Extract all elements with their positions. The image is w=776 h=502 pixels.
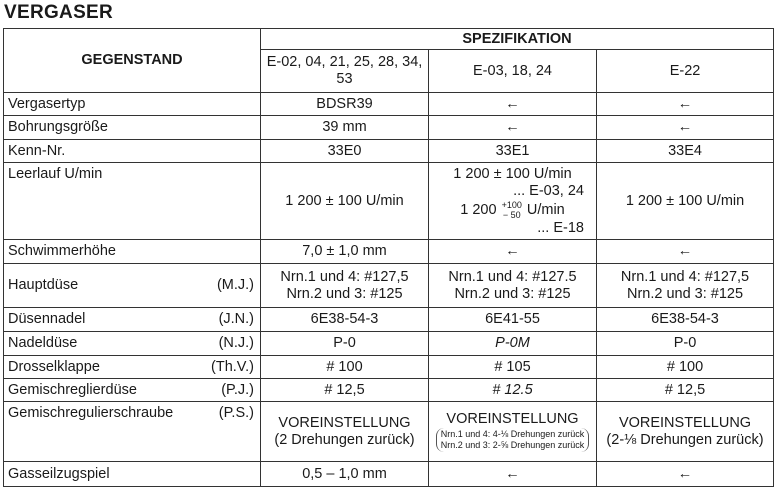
cell-col-2: 33E1 — [429, 140, 597, 163]
table-row — [4, 163, 774, 240]
row-label-text: Drosselklappe — [8, 358, 100, 375]
cell-col-1: 33E0 — [261, 140, 429, 163]
table-row — [4, 116, 774, 140]
table-row — [4, 308, 774, 332]
header-col-3: E-22 — [597, 50, 774, 93]
cell-line: (2-⅛ Drehungen zurück) — [606, 431, 764, 448]
idle-speed-tolerance — [433, 200, 592, 220]
cell-col-1: BDSR39 — [261, 93, 429, 116]
cell-line: Nrn.2 und 3: #125 — [286, 285, 403, 302]
cell-col-1: # 100 — [261, 356, 429, 379]
cell-col-1 — [261, 264, 429, 308]
row-abbreviation: (P.J.) — [221, 381, 254, 398]
cell-col-2 — [429, 264, 597, 308]
row-label-text: Gemischregulierschraube — [8, 405, 174, 421]
row-label: Schwimmerhöhe — [4, 240, 261, 264]
cell-col-1: 6E38-54-3 — [261, 308, 429, 332]
row-abbreviation: (P.S.) — [218, 405, 254, 421]
row-abbreviation: (N.J.) — [218, 335, 254, 351]
idle-speed-value: 1 200 ± 100 U/min — [453, 165, 572, 182]
row-label: Leerlauf U/min — [4, 163, 261, 240]
table-row — [4, 332, 774, 356]
cell-line: VOREINSTELLUNG — [618, 414, 752, 431]
arrow-left-icon: ← — [429, 240, 597, 264]
cell-line: Nrn.2 und 3: #125 — [626, 285, 744, 302]
arrow-left-icon: ← — [597, 116, 774, 140]
cell-col-3: 33E4 — [597, 140, 774, 163]
arrow-left-icon: ← — [429, 93, 597, 116]
cell-col-2 — [429, 163, 597, 240]
row-label-text: Gemischreglierdüse — [8, 381, 137, 398]
cell-line: (2 Drehungen zurück) — [274, 431, 415, 448]
cell-line: Nrn.1 und 4: #127.5 — [448, 268, 577, 285]
arrow-left-icon: ← — [597, 93, 774, 116]
row-label: Vergasertyp — [4, 93, 261, 116]
cell-col-1: 0,5 – 1,0 mm — [261, 462, 429, 487]
header-spezifikation: SPEZIFIKATION — [261, 29, 774, 50]
row-abbreviation: (M.J.) — [216, 277, 254, 293]
idle-speed-base: 1 200 — [460, 201, 497, 218]
row-label: Kenn-Nr. — [4, 140, 261, 163]
arrow-left-icon: ← — [429, 462, 597, 487]
page-title: VERGASER — [4, 2, 114, 23]
cell-col-1: # 12,5 — [261, 379, 429, 402]
cell-line: VOREINSTELLUNG — [446, 410, 579, 427]
table-row — [4, 264, 774, 308]
cell-col-3 — [597, 264, 774, 308]
table-row — [4, 379, 774, 402]
cell-col-1: 7,0 ± 1,0 mm — [261, 240, 429, 264]
row-label: Bohrungsgröße — [4, 116, 261, 140]
cell-line: Nrn.2 und 3: 2-⅝ Drehungen zurück — [440, 439, 585, 450]
table-row — [4, 240, 774, 264]
row-label — [4, 356, 261, 379]
cell-col-2: P-0M — [429, 332, 597, 356]
row-label — [4, 264, 261, 308]
table-row — [4, 462, 774, 487]
tolerance-upper: +100 — [501, 199, 522, 210]
row-abbreviation: (Th.V.) — [211, 358, 254, 375]
table-row — [4, 93, 774, 116]
cell-col-3: P-0 — [597, 332, 774, 356]
cell-col-2 — [429, 402, 597, 462]
arrow-left-icon: ← — [429, 116, 597, 140]
cell-line: Nrn.2 und 3: #125 — [454, 285, 571, 302]
cell-col-1: 39 mm — [261, 116, 429, 140]
cell-col-2: # 105 — [429, 356, 597, 379]
idle-speed-unit: U/min — [526, 201, 565, 218]
cell-line: VOREINSTELLUNG — [278, 414, 411, 431]
table-row — [4, 402, 774, 462]
model-note: ... E-18 — [537, 219, 584, 236]
spec-table — [3, 28, 774, 487]
cell-line: Nrn.1 und 4: #127,5 — [280, 268, 409, 285]
table-row — [4, 356, 774, 379]
cell-col-1: P-0 — [261, 332, 429, 356]
cell-col-3: 6E38-54-3 — [597, 308, 774, 332]
cell-line: Nrn.1 und 4: 4-⅛ Drehungen zurück — [440, 428, 585, 439]
header-gegenstand: GEGENSTAND — [4, 29, 261, 93]
cell-col-2: # 12.5 — [429, 379, 597, 402]
row-label: Gasseilzugspiel — [4, 462, 261, 487]
arrow-left-icon: ← — [597, 462, 774, 487]
cell-col-3: 1 200 ± 100 U/min — [597, 163, 774, 240]
tolerance-lower: − 50 — [502, 209, 521, 220]
tolerance-fraction — [502, 200, 522, 220]
table-row — [4, 140, 774, 163]
cell-col-3: # 12,5 — [597, 379, 774, 402]
cell-col-2: 6E41-55 — [429, 308, 597, 332]
cell-col-3 — [597, 402, 774, 462]
row-abbreviation: (J.N.) — [218, 311, 254, 327]
cell-line: Nrn.1 und 4: #127,5 — [620, 268, 750, 285]
row-label — [4, 402, 261, 462]
turns-note — [436, 428, 590, 452]
cell-col-3: # 100 — [597, 356, 774, 379]
row-label-text: Düsennadel — [8, 311, 86, 327]
header-col-2: E-03, 18, 24 — [429, 50, 597, 93]
arrow-left-icon: ← — [597, 240, 774, 264]
model-note: ... E-03, 24 — [513, 182, 584, 199]
row-label — [4, 308, 261, 332]
cell-col-1 — [261, 402, 429, 462]
row-label — [4, 379, 261, 402]
row-label-text: Nadeldüse — [8, 335, 78, 351]
cell-col-1: 1 200 ± 100 U/min — [261, 163, 429, 240]
header-col-1: E-02, 04, 21, 25, 28, 34, 53 — [261, 50, 429, 93]
row-label — [4, 332, 261, 356]
row-label-text: Hauptdüse — [8, 277, 79, 293]
